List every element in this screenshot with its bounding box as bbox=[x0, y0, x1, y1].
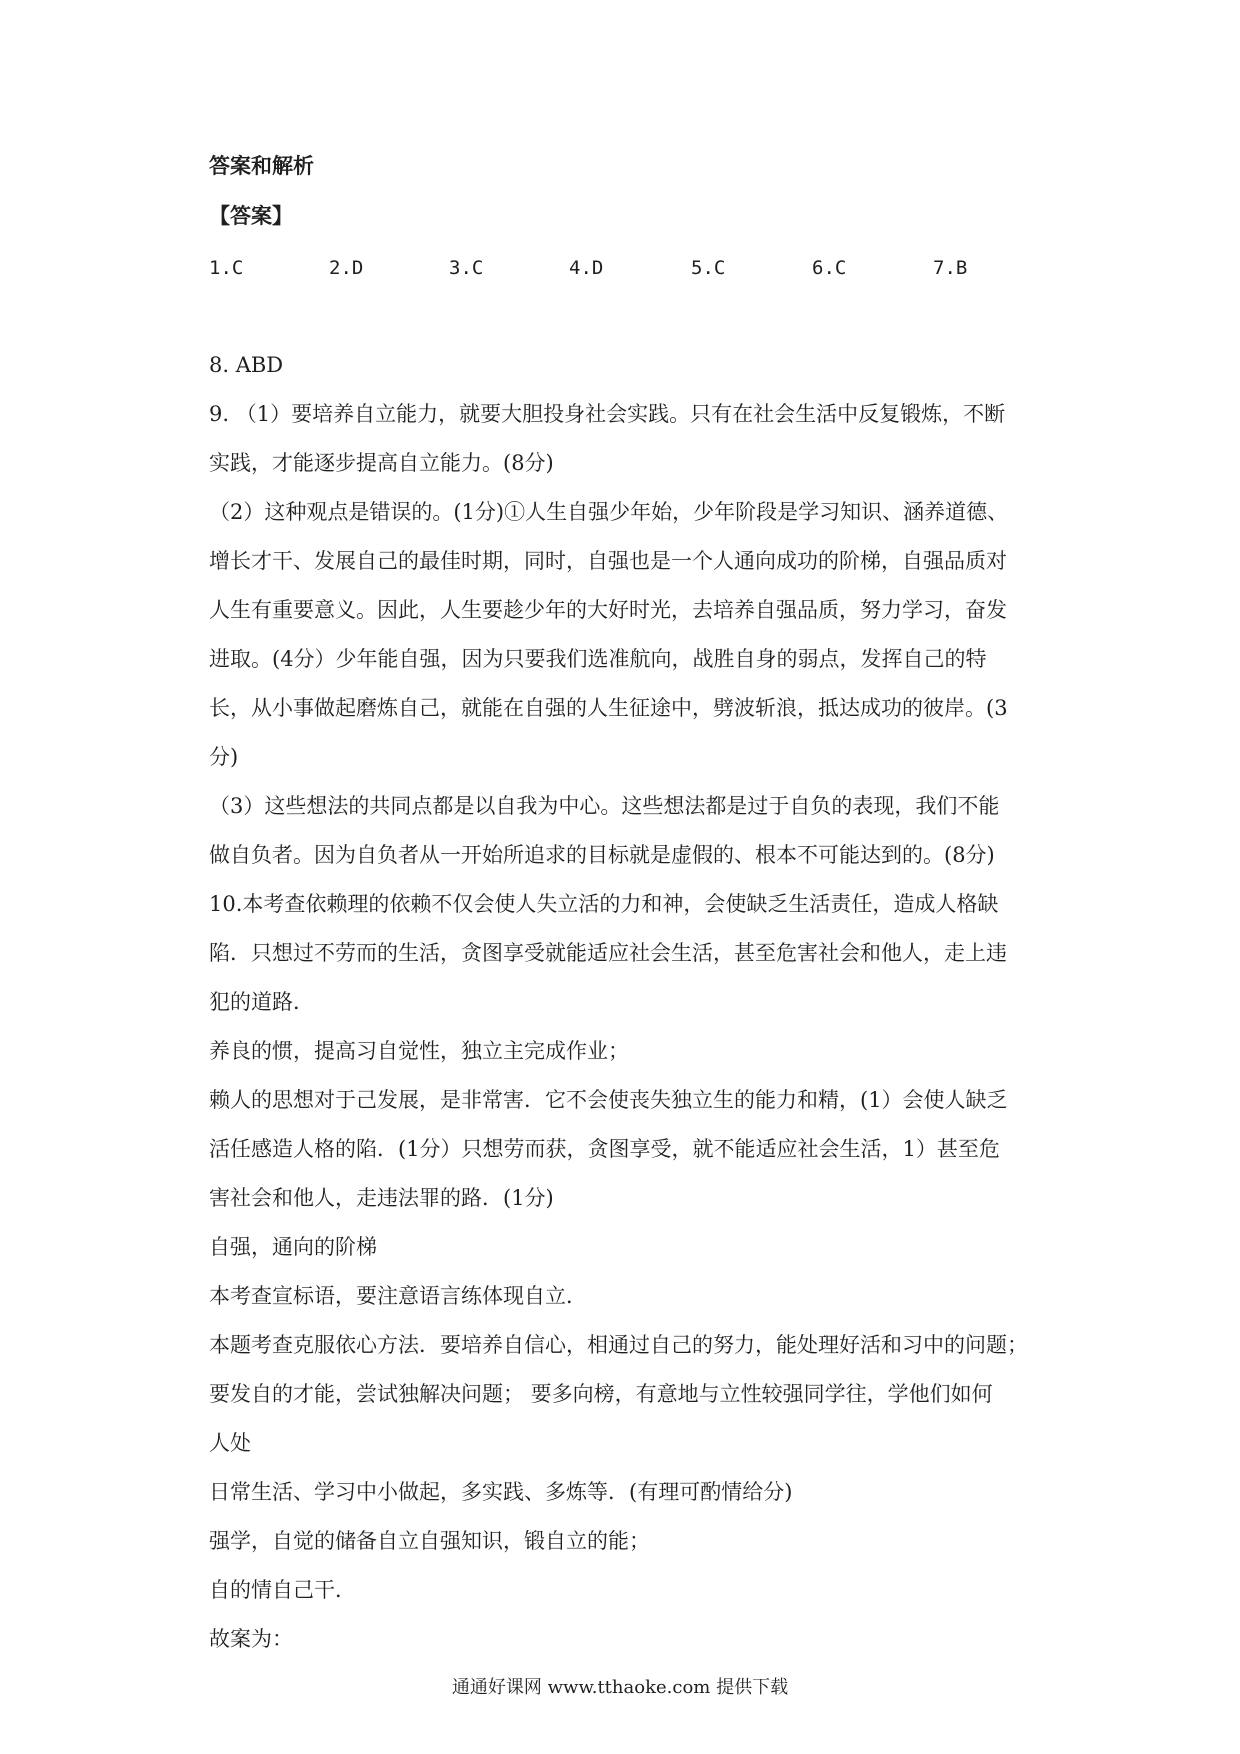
text-line: 陷．只想过不劳而的生活，贪图享受就能适应社会生活，甚至危害社会和他人，走上违 bbox=[209, 941, 1007, 965]
text-line: 人处 bbox=[209, 1431, 251, 1455]
answer-item: 2.D bbox=[329, 257, 364, 279]
text-line: 害社会和他人，走违法罪的路．(1分) bbox=[209, 1186, 554, 1210]
text-line: 长，从小事做起磨炼自己，就能在自强的人生征途中，劈波斩浪，抵达成功的彼岸。(3 bbox=[209, 696, 1008, 720]
choice-answer-row bbox=[209, 252, 1039, 284]
section-heading: 答案和解析 bbox=[209, 153, 314, 178]
answer-item: 7.B bbox=[933, 257, 968, 279]
text-line: 10.本考查依赖理的依赖不仅会使人失立活的力和神，会使缺乏生活责任，造成人格缺 bbox=[209, 892, 999, 916]
text-line: 人生有重要意义。因此，人生要趁少年的大好时光，去培养自强品质，努力学习，奋发 bbox=[209, 598, 1007, 622]
answer-item: 5.C bbox=[691, 257, 726, 279]
answer-item: 3.C bbox=[449, 257, 484, 279]
text-line: 本题考查克服依心方法．要培养自信心，相通过自己的努力，能处理好活和习中的问题； bbox=[209, 1333, 1028, 1357]
text-line: 实践，才能逐步提高自立能力。(8分) bbox=[209, 451, 554, 475]
page-footer: 通通好课网 www.tthaoke.com 提供下载 bbox=[451, 1677, 789, 1698]
text-line: 活任感造人格的陷．(1分）只想劳而获，贪图享受，就不能适应社会生活，1）甚至危 bbox=[209, 1137, 1000, 1161]
text-line: 日常生活、学习中小做起，多实践、多炼等．(有理可酌情给分) bbox=[209, 1480, 793, 1504]
text-line: 强学，自觉的储备自立自强知识，锻自立的能； bbox=[209, 1529, 650, 1553]
answer-item: 1.C bbox=[209, 257, 244, 279]
text-line: 要发自的才能，尝试独解决问题； 要多向榜，有意地与立性较强同学往，学他们如何 bbox=[209, 1382, 993, 1406]
answer-label: 【答案】 bbox=[209, 203, 293, 228]
text-line: 分) bbox=[209, 745, 239, 769]
text-line: 故案为： bbox=[209, 1627, 293, 1651]
text-line: 增长才干、发展自己的最佳时期，同时，自强也是一个人通向成功的阶梯，自强品质对 bbox=[209, 549, 1007, 573]
text-line: 进取。(4分）少年能自强，因为只要我们选准航向，战胜自身的弱点，发挥自己的特 bbox=[209, 647, 987, 671]
text-line: 赖人的思想对于己发展，是非常害．它不会使丧失独立生的能力和精，(1）会使人缺乏 bbox=[209, 1088, 1008, 1112]
answer-item: 6.C bbox=[812, 257, 847, 279]
text-line: 做自负者。因为自负者从一开始所追求的目标就是虚假的、根本不可能达到的。(8分) bbox=[209, 843, 995, 867]
text-line: 8. ABD bbox=[209, 353, 284, 377]
text-line: 养良的惯，提高习自觉性，独立主完成作业； bbox=[209, 1039, 629, 1063]
text-line: 自强，通向的阶梯 bbox=[209, 1235, 377, 1259]
text-line: （3）这些想法的共同点都是以自我为中心。这些想法都是过于自负的表现，我们不能 bbox=[209, 794, 1000, 818]
text-line: 自的情自己干． bbox=[209, 1578, 356, 1602]
text-line: （2）这种观点是错误的。(1分)①人生自强少年始，少年阶段是学习知识、涵养道德、 bbox=[209, 500, 1009, 524]
text-line: 本考查宣标语，要注意语言练体现自立． bbox=[209, 1284, 587, 1308]
text-line: 犯的道路． bbox=[209, 990, 314, 1014]
answer-item: 4.D bbox=[569, 257, 604, 279]
text-line: 9. （1）要培养自立能力，就要大胆投身社会实践。只有在社会生活中反复锻炼，不断 bbox=[209, 402, 1006, 426]
